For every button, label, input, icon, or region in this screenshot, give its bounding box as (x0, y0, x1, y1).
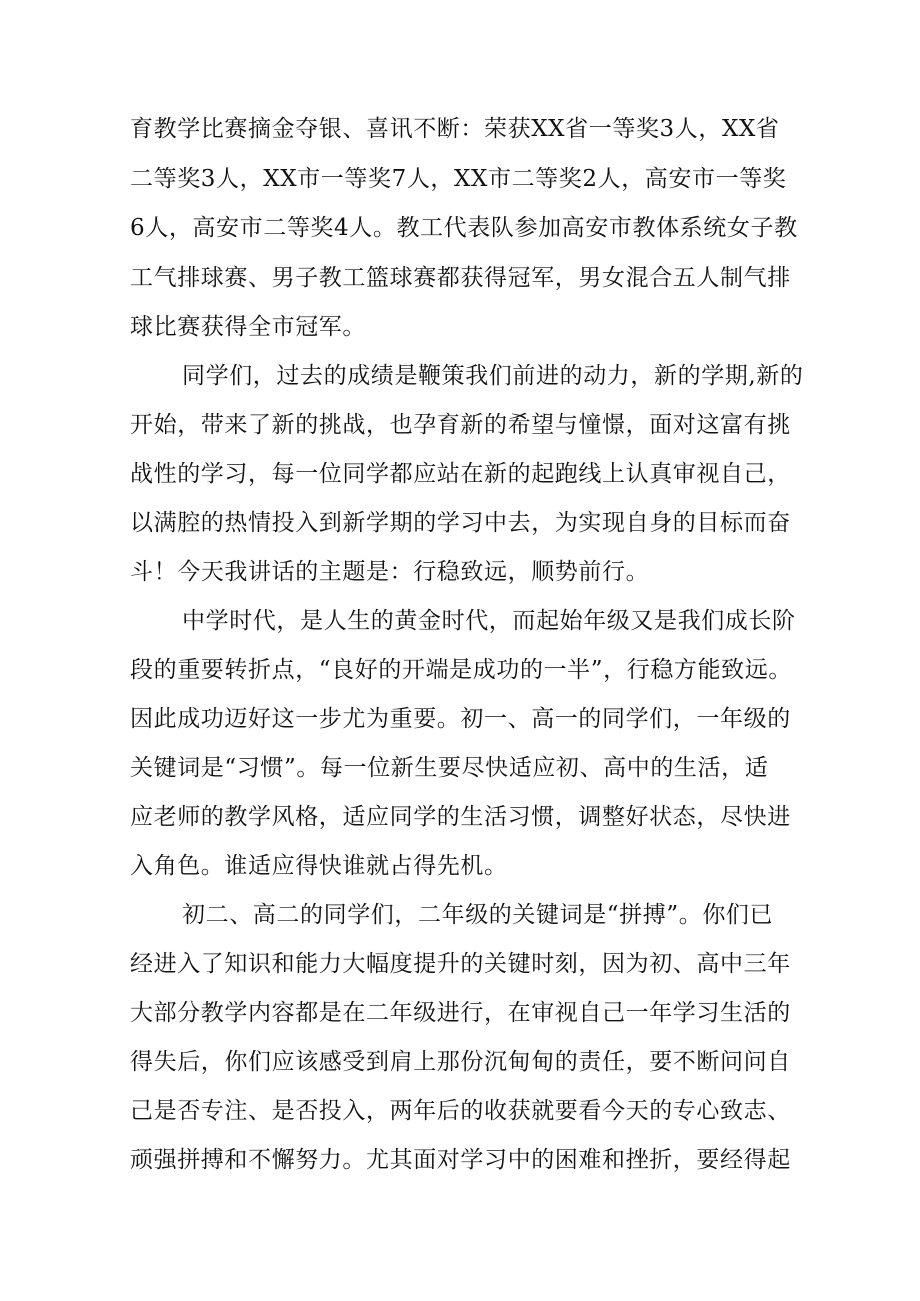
text-line: 斗！今天我讲话的主题是：行稳致远，顺势前行。 (130, 559, 650, 585)
text-line: 因此成功迈好这一步尤为重要。初一、高一的同学们，一年级的 (130, 706, 791, 732)
text-line: 段的重要转折点，“良好的开端是成功的一半”，行稳方能致远。 (130, 657, 792, 683)
text-line: 得失后，你们应该感受到肩上那份沉甸甸的责任，要不断问问自 (130, 1049, 791, 1075)
text-line: 6人，高安市二等奖4人。教工代表队参加高安市教体系统女子教 (130, 215, 798, 241)
text-line: 二等奖3人，XX市一等奖7人，XX市二等奖2人，高安市一等奖 (130, 166, 787, 192)
text-line: 入角色。谁适应得快谁就占得先机。 (130, 853, 508, 879)
text-line: 应老师的教学风格，适应同学的生活习惯，调整好状态，尽快进 (130, 804, 791, 830)
text-line: 初二、高二的同学们，二年级的关键词是“拼搏”。你们已 (182, 902, 774, 928)
text-line: 球比赛获得全市冠军。 (130, 314, 366, 340)
text-line: 关键词是“习惯”。每一位新生要尽快适应初、高中的生活，适 (130, 755, 769, 781)
text-line: 经进入了知识和能力大幅度提升的关键时刻，因为初、高中三年 (130, 951, 791, 977)
text-line: 己是否专注、是否投入，两年后的收获就要看今天的专心致志、 (130, 1098, 791, 1124)
text-line: 工气排球赛、男子教工篮球赛都获得冠军，男女混合五人制气排 (130, 265, 791, 291)
text-line: 大部分教学内容都是在二年级进行，在审视自己一年学习生活的 (130, 1000, 791, 1026)
text-line: 中学时代，是人生的黄金时代，而起始年级又是我们成长阶 (182, 608, 796, 634)
text-line: 顽强拼搏和不懈努力。尤其面对学习中的困难和挫折，要经得起 (130, 1147, 791, 1173)
text-line: 同学们，过去的成绩是鞭策我们前进的动力，新的学期,新的 (182, 363, 804, 389)
text-line: 开始，带来了新的挑战，也孕育新的希望与憧憬，面对这富有挑 (130, 412, 791, 438)
text-line: 战性的学习，每一位同学都应站在新的起跑线上认真审视自己， (130, 461, 791, 487)
text-line: 育教学比赛摘金夺银、喜讯不断：荣获XX省一等奖3人，XX省 (130, 116, 780, 142)
text-line: 以满腔的热情投入到新学期的学习中去，为实现自身的目标而奋 (130, 510, 791, 536)
